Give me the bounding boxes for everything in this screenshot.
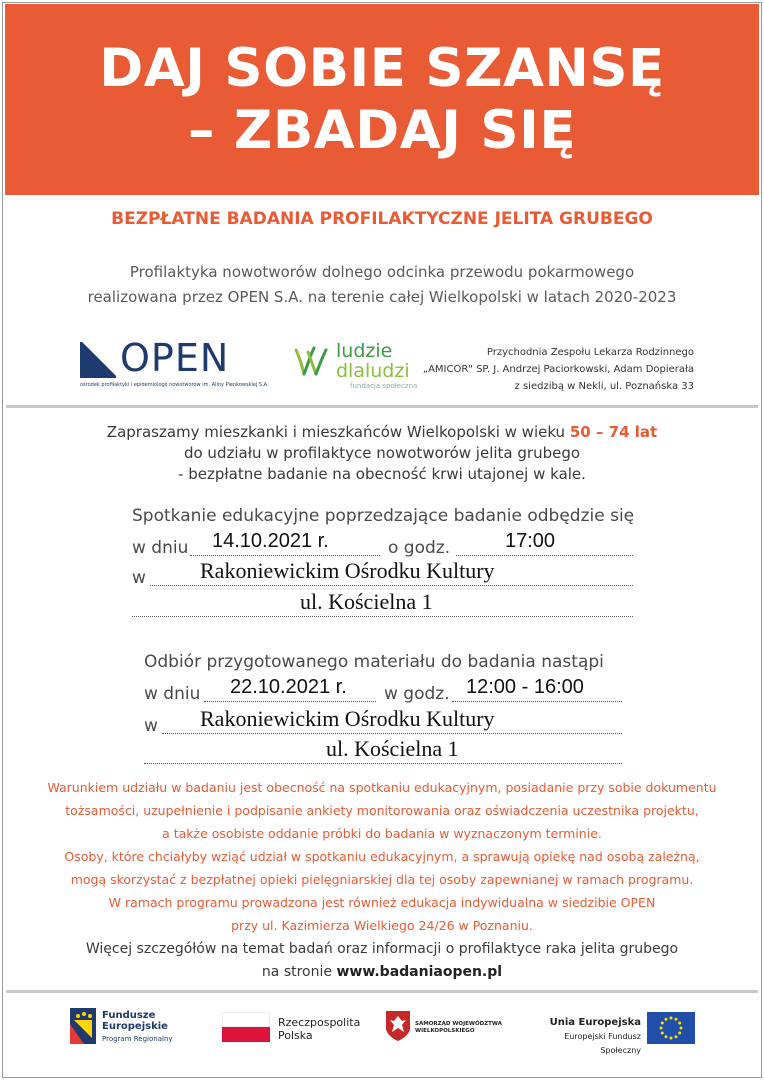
age-range: 50 – 74 lat bbox=[569, 423, 658, 441]
pickup-address-value: ul. Kościelna 1 bbox=[326, 736, 459, 761]
fundusze-europejskie-icon bbox=[70, 1008, 96, 1044]
pickup-day-value: 22.10.2021 r. bbox=[230, 676, 347, 698]
individual-note bbox=[0, 891, 764, 937]
more-info-line-1: Więcej szczegółów na temat badań oraz informacji o profilaktyce raka jelita grubego bbox=[85, 941, 679, 957]
rp-line-1: Rzeczpospolita bbox=[278, 1016, 361, 1029]
clinic-line-1: Przychodnia Zespołu Lekarza Rodzinnego bbox=[486, 347, 694, 358]
clinic-line-3: z siedzibą w Nekli, ul. Poznańska 33 bbox=[514, 381, 694, 392]
pickup-day-label: w dniu bbox=[144, 684, 201, 704]
rzeczpospolita-logo bbox=[222, 1006, 361, 1051]
care-line-2: mogą skorzystać z bezpłatnej opieki pielęgniarskiej dla tej osoby zapewnianej w ramach programu. bbox=[70, 872, 694, 887]
fe-line-1: Fundusze bbox=[102, 1010, 156, 1021]
polish-flag-icon bbox=[222, 1012, 270, 1042]
website-link[interactable]: www.badaniaopen.pl bbox=[336, 964, 503, 980]
open-logo-text: OPEN bbox=[120, 336, 230, 380]
pickup-day-line bbox=[204, 701, 376, 702]
open-logo-subtext: ośrodek profilaktyki i epidemiologii nowotworów im. Aliny Pienkowskiej S.A. bbox=[80, 382, 269, 388]
pickup-hour-value: 12:00 - 16:00 bbox=[466, 676, 584, 698]
meeting-place-label: w bbox=[132, 568, 146, 588]
unia-europejska-logo bbox=[530, 1006, 695, 1055]
meeting-lead: Spotkanie edukacyjne poprzedzające badanie odbędzie się bbox=[132, 506, 635, 526]
conditions-line-2: tożsamości, uzupełnienie i podpisanie ankiety monitorowania oraz oświadczenia uczestnika projektu, bbox=[65, 803, 699, 818]
meeting-hour-label: o godz. bbox=[388, 538, 451, 558]
fe-line-3: Program Regionalny bbox=[102, 1035, 173, 1043]
meeting-day-label: w dniu bbox=[132, 538, 189, 558]
pickup-address-line bbox=[144, 763, 622, 764]
conditions-line-1: Warunkiem udziału w badaniu jest obecność na spotkaniu edukacyjnym, posiadanie przy sobie dokumentu bbox=[47, 780, 717, 795]
individual-line-1: W ramach programu prowadzona jest również edukacja indywidualna w siedzibie OPEN bbox=[108, 895, 656, 910]
invite-line-1-text: Zapraszamy mieszkanki i mieszkańców Wielkopolski w wieku bbox=[106, 423, 570, 441]
pickup-hour-line bbox=[452, 701, 622, 702]
intro-line-1: Profilaktyka nowotworów dolnego odcinka przewodu pokarmowego bbox=[129, 263, 635, 281]
invite-line-2: do udziału w profilaktyce nowotworów jelita grubego bbox=[183, 444, 581, 462]
headline-line-1: DAJ SOBIE SZANSĘ bbox=[99, 37, 665, 99]
ue-line-2: Europejski Fundusz Społeczny bbox=[564, 1032, 641, 1055]
eu-flag-icon bbox=[647, 1012, 695, 1044]
meeting-address-value: ul. Kościelna 1 bbox=[300, 589, 433, 614]
sw-line-1: SAMORZĄD WOJEWÓDZTWA bbox=[415, 1021, 502, 1027]
conditions-note bbox=[0, 776, 764, 845]
rp-line-2: Polska bbox=[278, 1029, 313, 1042]
more-info bbox=[0, 938, 764, 984]
care-line-1: Osoby, które chciałyby wziąć udział w spotkaniu edukacyjnym, a sprawują opiekę nad osobą zależną, bbox=[64, 849, 700, 864]
care-note bbox=[0, 845, 764, 891]
sw-line-2: WIELKOPOLSKIEGO bbox=[415, 1028, 475, 1034]
pickup-place-label: w bbox=[144, 716, 158, 736]
meeting-place-value: Rakoniewickim Ośrodku Kultury bbox=[200, 558, 495, 583]
pickup-lead: Odbiór przygotowanego materiału do badania nastąpi bbox=[144, 652, 604, 672]
pickup-hour-label: w godz. bbox=[384, 684, 450, 704]
subtitle: BEZPŁATNE BADANIA PROFILAKTYCZNE JELITA GRUBEGO bbox=[111, 209, 653, 229]
ludzie-logo-line-2: dlaludzi bbox=[336, 360, 410, 382]
meeting-day-value: 14.10.2021 r. bbox=[212, 530, 329, 552]
fe-line-2: Europejskie bbox=[102, 1021, 168, 1032]
conditions-line-3: a także osobiste oddanie próbki do badania w wyznaczonym terminie. bbox=[162, 826, 602, 841]
more-info-line-2 bbox=[0, 961, 764, 984]
pickup-place-value: Rakoniewickim Ośrodku Kultury bbox=[200, 706, 495, 731]
intro-line-2: realizowana przez OPEN S.A. na terenie całej Wielkopolski w latach 2020-2023 bbox=[87, 288, 677, 306]
clinic-line-2: „AMICOR" SP. J. Andrzej Paciorkowski, Adam Dopierała bbox=[422, 364, 694, 375]
ludzie-logo-line-1: ludzie bbox=[336, 340, 393, 362]
ue-line-1: Unia Europejska bbox=[549, 1017, 641, 1028]
eagle-crest-icon bbox=[385, 1010, 411, 1042]
divider-bottom bbox=[6, 990, 758, 993]
invite-line-3: - bezpłatne badanie na obecność krwi utajonej w kale. bbox=[178, 465, 586, 483]
headline-line-2: – ZBADAJ SIĘ bbox=[187, 99, 577, 161]
more-info-line-2-text: na stronie bbox=[261, 964, 337, 980]
ludzie-logo-subtext: fundacja społeczna bbox=[350, 382, 418, 390]
samorzad-logo bbox=[385, 1006, 515, 1051]
individual-line-2: przy ul. Kazimierza Wielkiego 24/26 w Poznaniu. bbox=[231, 918, 533, 933]
fundusze-europejskie-logo bbox=[70, 1006, 190, 1051]
pickup-place-line bbox=[162, 733, 622, 734]
meeting-hour-value: 17:00 bbox=[505, 530, 556, 552]
